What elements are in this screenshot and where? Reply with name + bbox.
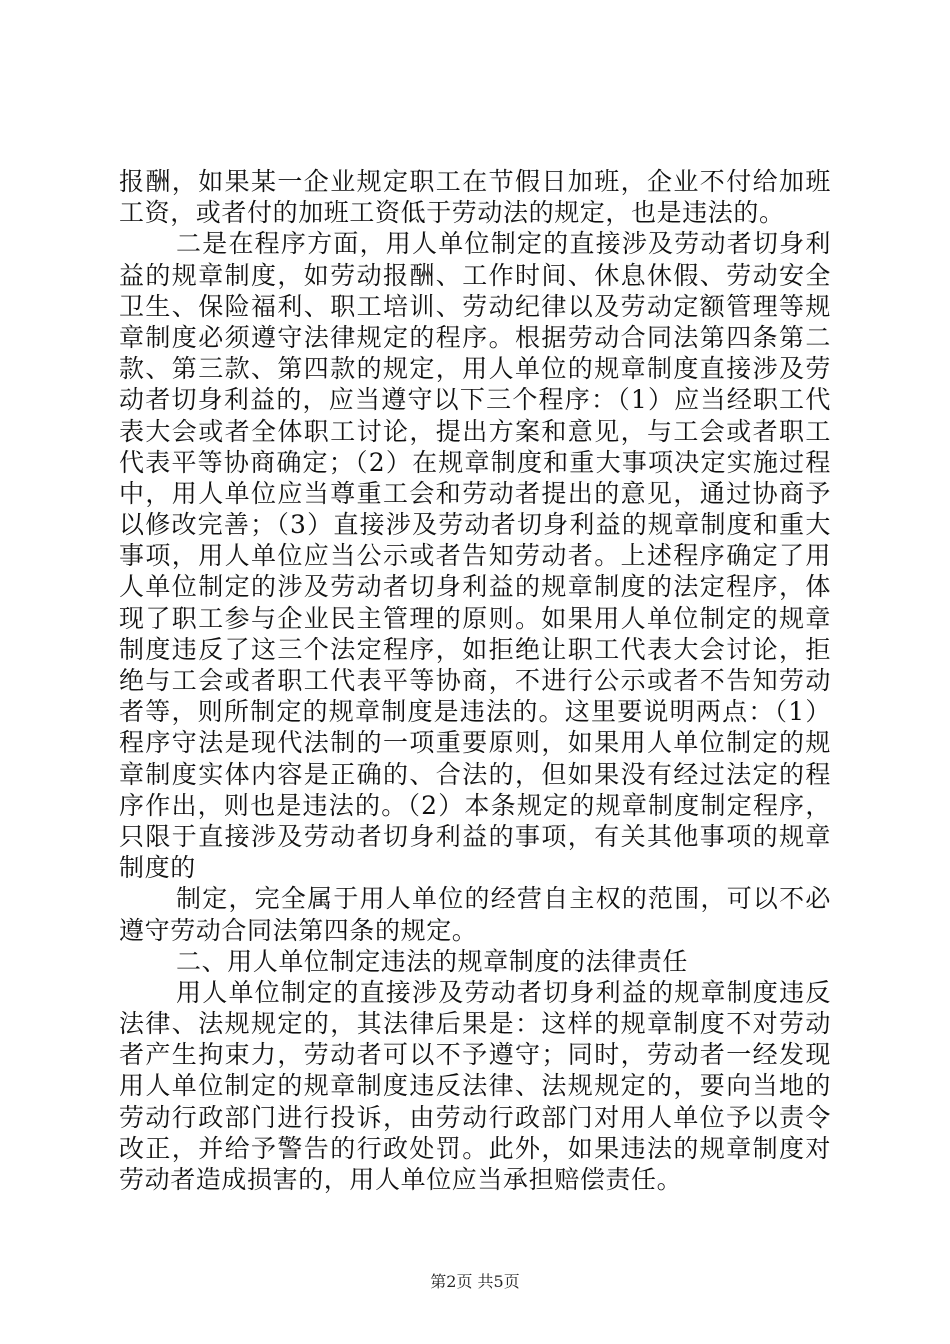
text-line: 劳动者造成损害的，用人单位应当承担赔偿责任。	[119, 1165, 683, 1194]
text-line: 事项，用人单位应当公示或者告知劳动者。上述程序确定了用	[119, 541, 831, 571]
page-number-label: 第2页 共5页	[430, 1272, 520, 1291]
text-line: 章制度实体内容是正确的、合法的，但如果没有经过法定的程	[119, 759, 831, 789]
text-line: 用人单位制定的规章制度违反法律、法规规定的，要向当地的	[119, 1071, 831, 1101]
text-line: 只限于直接涉及劳动者切身利益的事项，有关其他事项的规章	[119, 821, 831, 851]
text-line: 益的规章制度，如劳动报酬、工作时间、休息休假、劳动安全	[119, 260, 831, 290]
text-line: 代表平等协商确定；（2）在规章制度和重大事项决定实施过程	[119, 447, 831, 477]
text-line: 制定，完全属于用人单位的经营自主权的范围，可以不必	[176, 884, 831, 914]
text-line: 卫生、保险福利、职工培训、劳动纪律以及劳动定额管理等规	[119, 291, 831, 321]
text-line: 工资，或者付的加班工资低于劳动法的规定，也是违法的。	[119, 198, 785, 228]
text-line: 表大会或者全体职工讨论，提出方案和意见，与工会或者职工	[119, 416, 831, 446]
text-line: 款、第三款、第四款的规定，用人单位的规章制度直接涉及劳	[119, 354, 831, 384]
text-line: 动者切身利益的，应当遵守以下三个程序：（1）应当经职工代	[119, 385, 831, 415]
page-footer	[0, 1272, 950, 1292]
text-line: 二、用人单位制定违法的规章制度的法律责任	[176, 946, 689, 976]
text-line: 法律、法规规定的，其法律后果是：这样的规章制度不对劳动	[119, 1009, 831, 1039]
text-line: 报酬，如果某一企业规定职工在节假日加班，企业不付给加班	[119, 167, 831, 196]
text-line: 中，用人单位应当尊重工会和劳动者提出的意见，通过协商予	[119, 478, 831, 508]
document-body	[119, 166, 831, 1195]
text-line: 制度违反了这三个法定程序，如拒绝让职工代表大会讨论，拒	[119, 634, 831, 664]
text-line: 者等，则所制定的规章制度是违法的。这里要说明两点：（1）	[119, 697, 831, 727]
text-line: 制度的	[119, 853, 196, 883]
text-line: 现了职工参与企业民主管理的原则。如果用人单位制定的规章	[119, 603, 831, 633]
text-line: 改正，并给予警告的行政处罚。此外，如果违法的规章制度对	[119, 1133, 831, 1163]
text-line: 者产生拘束力，劳动者可以不予遵守；同时，劳动者一经发现	[119, 1040, 831, 1070]
text-line: 人单位制定的涉及劳动者切身利益的规章制度的法定程序，体	[119, 572, 831, 602]
text-line: 劳动行政部门进行投诉，由劳动行政部门对用人单位予以责令	[119, 1102, 831, 1132]
text-line: 章制度必须遵守法律规定的程序。根据劳动合同法第四条第二	[119, 322, 831, 352]
text-line: 程序守法是现代法制的一项重要原则，如果用人单位制定的规	[119, 728, 831, 758]
text-line: 绝与工会或者职工代表平等协商，不进行公示或者不告知劳动	[119, 666, 831, 695]
text-line: 二是在程序方面，用人单位制定的直接涉及劳动者切身利	[176, 229, 831, 259]
text-line: 序作出，则也是违法的。（2）本条规定的规章制度制定程序，	[119, 790, 831, 820]
text-line: 用人单位制定的直接涉及劳动者切身利益的规章制度违反	[176, 977, 831, 1007]
text-line: 以修改完善；（3）直接涉及劳动者切身利益的规章制度和重大	[119, 510, 831, 540]
text-line: 遵守劳动合同法第四条的规定。	[119, 915, 478, 945]
